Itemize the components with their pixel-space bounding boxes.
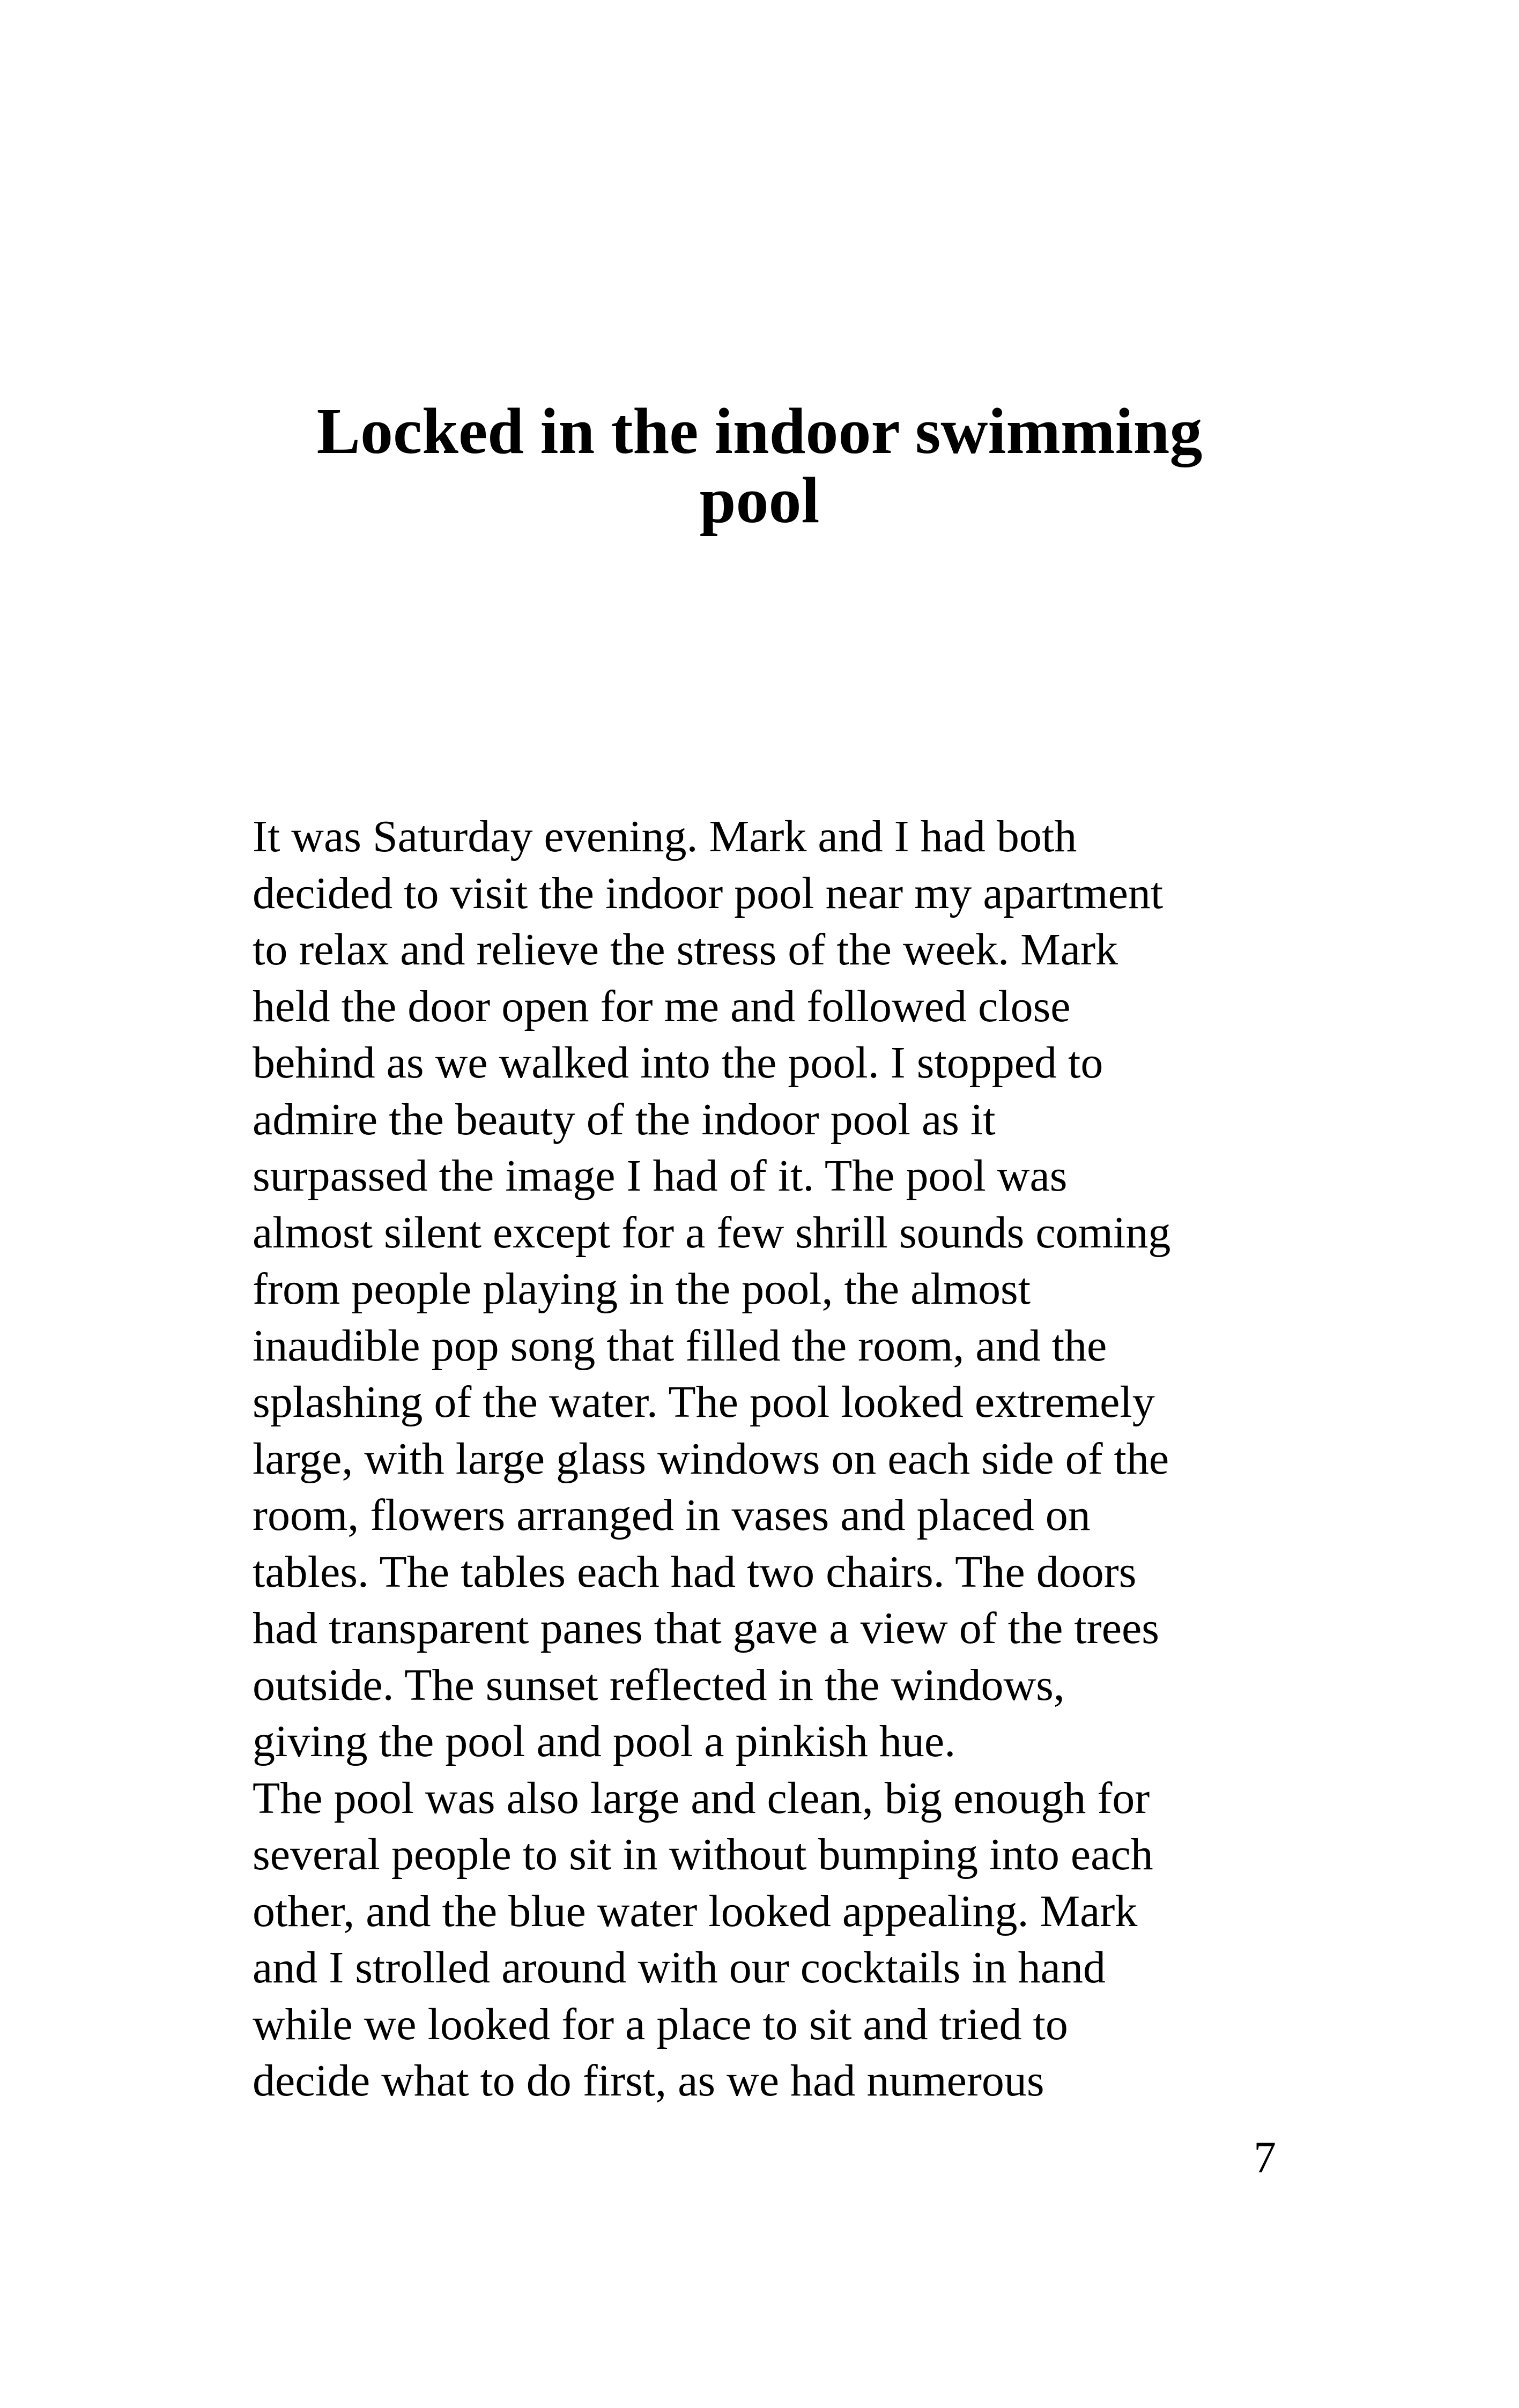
text-line: several people to sit in without bumping into each: [253, 1830, 1153, 1879]
chapter-title-line: pool: [699, 464, 820, 537]
text-line: almost silent except for a few shrill sounds coming: [253, 1207, 1171, 1258]
text-line: and I strolled around with our cocktails in hand: [253, 1943, 1106, 1993]
text-line: behind as we walked into the pool. I stopped to: [253, 1038, 1103, 1088]
text-line: giving the pool and pool a pinkish hue.: [253, 1716, 956, 1766]
body-paragraph: [253, 808, 1298, 2109]
chapter-title-line: Locked in the indoor swimming: [316, 395, 1203, 467]
text-line: inaudible pop song that filled the room, and the: [253, 1320, 1107, 1371]
text-line: surpassed the image I had of it. The pool was: [253, 1151, 1068, 1201]
chapter-title: [0, 397, 1519, 535]
text-line: It was Saturday evening. Mark and I had both: [253, 812, 1077, 861]
text-line: large, with large glass windows on each side of the: [253, 1433, 1169, 1484]
text-line: outside. The sunset reflected in the windows,: [253, 1660, 1065, 1710]
text-line: had transparent panes that gave a view of the trees: [253, 1603, 1159, 1653]
text-line: room, flowers arranged in vases and placed on: [253, 1490, 1091, 1540]
text-line: decided to visit the indoor pool near my apartment: [253, 868, 1164, 918]
text-line: held the door open for me and followed close: [253, 981, 1071, 1031]
page-number: 7: [1254, 2132, 1276, 2182]
text-line: while we looked for a place to sit and tried to: [253, 1999, 1068, 2049]
text-line: The pool was also large and clean, big enough for: [253, 1773, 1150, 1823]
text-line: from people playing in the pool, the almost: [253, 1264, 1031, 1314]
text-line: other, and the blue water looked appealing. Mark: [253, 1886, 1138, 1936]
text-line: splashing of the water. The pool looked extremely: [253, 1377, 1155, 1427]
text-line: to relax and relieve the stress of the week. Mark: [253, 925, 1118, 975]
text-line: admire the beauty of the indoor pool as it: [253, 1094, 996, 1144]
text-line: tables. The tables each had two chairs. The doors: [253, 1547, 1137, 1597]
text-line: decide what to do first, as we had numerous: [253, 2056, 1044, 2106]
